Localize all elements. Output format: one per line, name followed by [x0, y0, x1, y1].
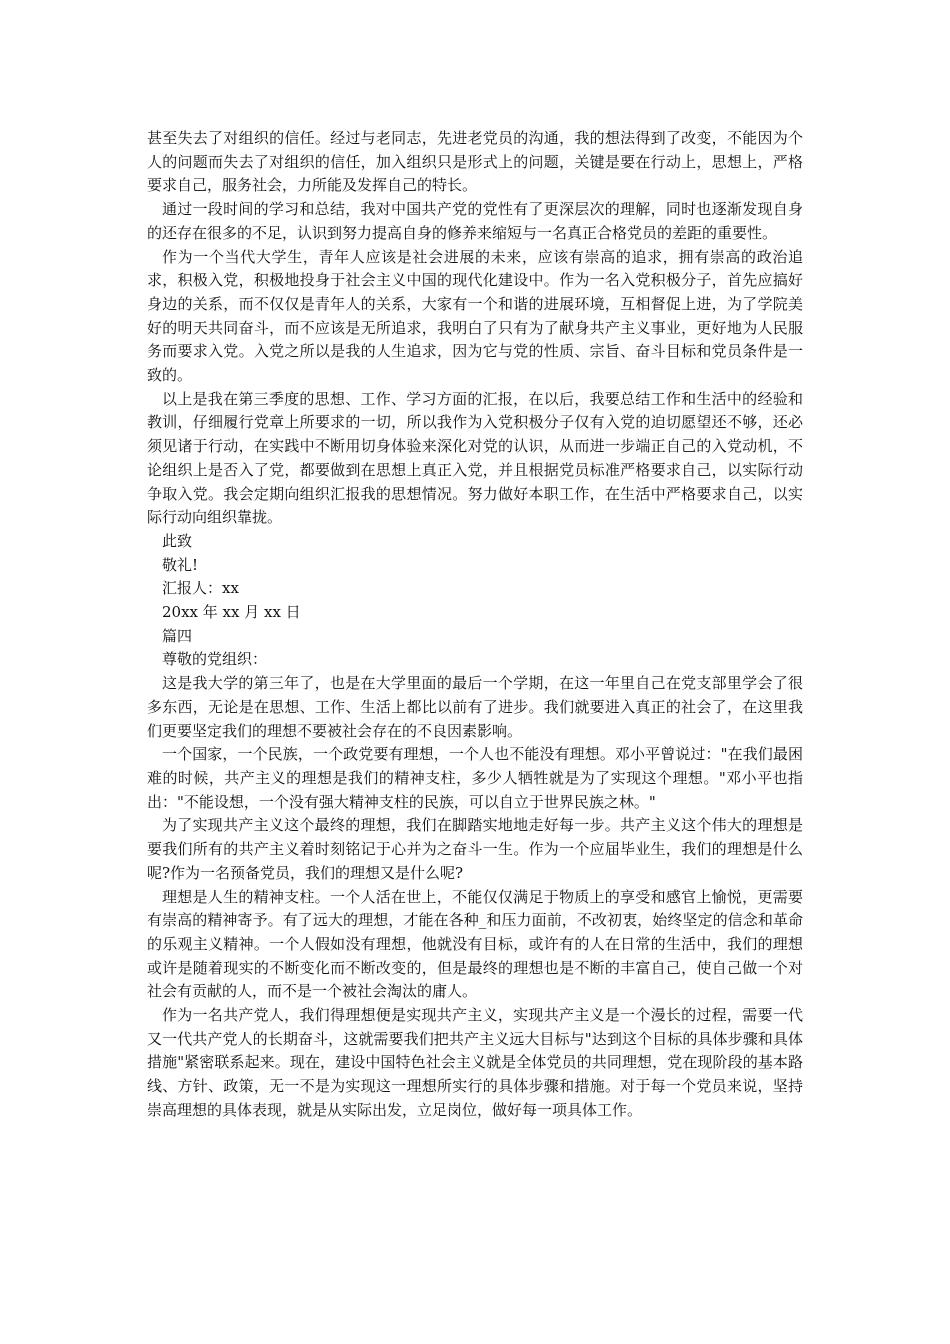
- reporter-line: 汇报人：xx: [162, 579, 239, 598]
- closing-salutation: 此致: [162, 531, 193, 550]
- date-line: 20xx 年 xx 月 xx 日: [162, 603, 301, 622]
- section-heading: 篇四: [162, 626, 193, 645]
- paragraph-communist-member: 作为一名共产党人，我们得理想便是实现共产主义，实现共产主义是一个漫长的过程，需要一代又一代共产党人的长期奋斗，这就需要我们把共产主义远大目标与"达到这个目标的具体步骤和具体措施"紧密联系起来。现在，建设中国特色社会主义就是全体党员的共同理想，党在现阶段的基本路线、方针、政策，无一不是为实现这一理想所实行的具体步骤和措施。对于每一个党员来说，坚持崇高理想的具体表现，就是从实际出发，立足岗位，做好每一项具体工作。: [147, 1006, 803, 1119]
- paragraph-student-pursuit: 作为一个当代大学生，青年人应该是社会进展的未来，应该有崇高的追求，拥有崇高的政治追求，积极入党，积极地投身于社会主义中国的现代化建设中。作为一名入党积极分子，首先应搞好身边的关系，而不仅仅是青年人的关系，大家有一个和谐的进展环境，互相督促上进，为了学院美好的明天共同奋斗，而不应该是无所追求，我明白了只有为了献身共产主义事业，更好地为人民服务而要求入党。入党之所以是我的人生追求，因为它与党的性质、宗旨、奋斗目标和党员条件是一致的。: [147, 247, 803, 385]
- paragraph-nation-ideal: 一个国家，一个民族，一个政党要有理想，一个人也不能没有理想。邓小平曾说过："在我们最困难的时候，共产主义的理想是我们的精神支柱，多少人牺牲就是为了实现这个理想。"邓小平也指出："不能设想，一个没有强大精神支柱的民族，可以自立于世界民族之林。": [147, 745, 803, 811]
- paragraph-continuation: 甚至失去了对组织的信任。经过与老同志，先进老党员的沟通，我的想法得到了改变，不能因为个人的问题而失去了对组织的信任，加入组织只是形式上的问题，关键是要在行动上，思想上，严格要求自己，服务社会，力所能及发挥自己的特长。: [147, 129, 803, 195]
- paragraph-third-year: 这是我大学的第三年了，也是在大学里面的最后一个学期，在这一年里自己在党支部里学会了很多东西，无论是在思想、工作、生活上都比以前有了进步。我们就要进入真正的社会了，在这里我们更要坚定我们的理想不要被社会存在的不良因素影响。: [147, 674, 803, 740]
- closing-respect: 敬礼!: [162, 555, 199, 574]
- paragraph-third-quarter-report: 以上是我在第三季度的思想、工作、学习方面的汇报，在以后，我要总结工作和生活中的经验和教训，仔细履行党章上所要求的一切，所以我作为入党积极分子仅有入党的迫切愿望还不够，还必须见诸于行动，在实践中不断用切身体验来深化对党的认识，从而进一步端正自己的入党动机，不论组织上是否入了党，都要做到在思想上真正入党，并且根据党员标准严格要求自己，以实际行动争取入党。我会定期向组织汇报我的思想情况。努力做好本职工作，在生活中严格要求自己，以实际行动向组织靠拢。: [147, 389, 803, 527]
- paragraph-final-ideal: 为了实现共产主义这个最终的理想，我们在脚踏实地地走好每一步。共产主义这个伟大的理想是要我们所有的共产主义着时刻铭记于心并为之奋斗一生。作为一个应届毕业生，我们的理想是什么呢?作为一名预备党员，我们的理想又是什么呢?: [147, 816, 803, 882]
- paragraph-spiritual-pillar: 理想是人生的精神支柱。一个人活在世上，不能仅仅满足于物质上的享受和感官上愉悦，更需要有崇高的精神寄予。有了远大的理想，才能在各种_和压力面前，不改初衷，始终坚定的信念和革命的乐观主义精神。一个人假如没有理想，他就没有目标，或许有的人在日常的生活中，我们的理想或许是随着现实的不断变化而不断改变的，但是最终的理想也是不断的丰富自己，使自己做一个对社会有贡献的人，而不是一个被社会淘汰的庸人。: [147, 887, 803, 1001]
- document-body: [147, 127, 803, 1123]
- greeting-line: 尊敬的党组织：: [162, 650, 268, 669]
- paragraph-party-spirit: 通过一段时间的学习和总结，我对中国共产党的党性有了更深层次的理解，同时也逐渐发现自身的还存在很多的不足，认识到努力提高自身的修养来缩短与一名真正合格党员的差距的重要性。: [147, 200, 803, 242]
